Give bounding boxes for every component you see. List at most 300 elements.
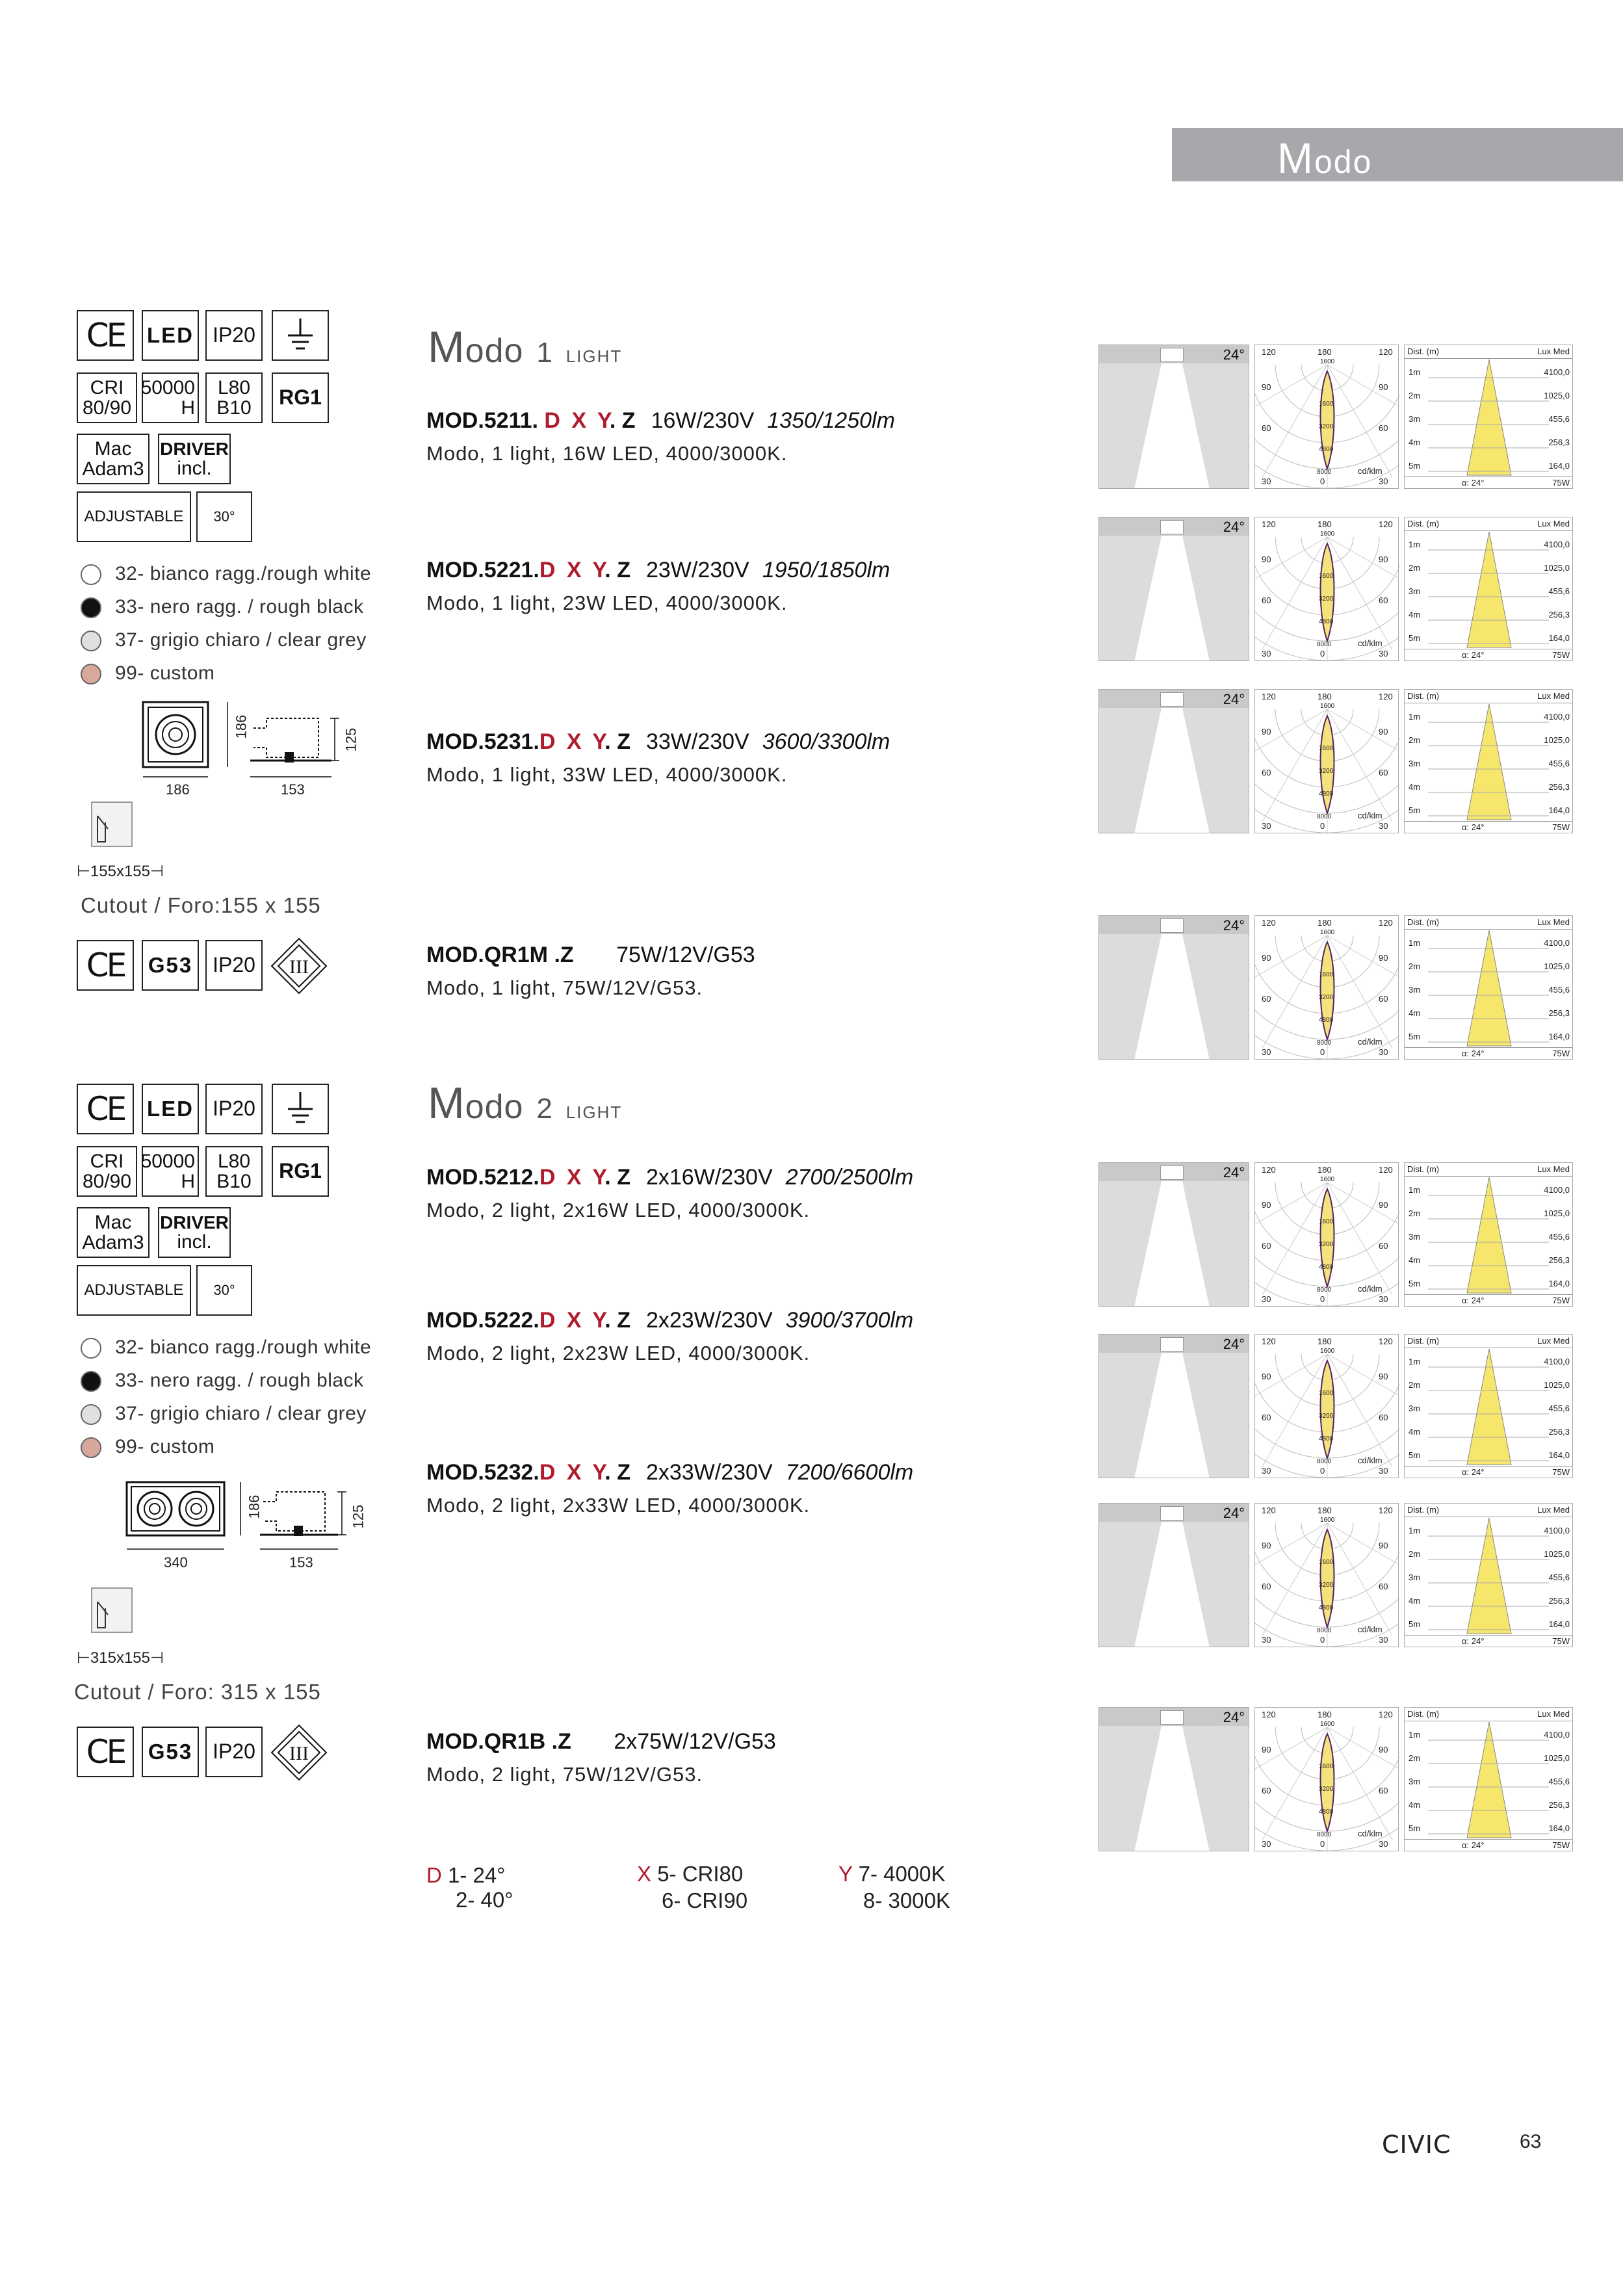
model-lumen: 1350/1250lm [767,408,895,433]
finish-label: 33- nero ragg. / rough black [115,596,364,618]
model-spec: 2x16W/230V [645,1165,773,1190]
cut-dim-value: 155x155 [90,863,150,880]
model-var-y: Y [591,408,610,433]
lifetime-value-2: 50000 [140,1150,195,1172]
beam-angle-label: 24° [1223,1336,1245,1352]
table-dist: 4m [1409,782,1421,792]
table-lux: 1025,0 [1544,961,1570,971]
legend-y2: 8- 3000K [863,1888,950,1913]
polar-ring-label: 1600 [1319,1763,1334,1770]
model-var-d: D [539,558,556,582]
cri-badge-2 [77,1146,137,1197]
table-alpha: α: 24° [1462,1049,1485,1058]
polar-label: 60 [1262,423,1271,433]
table-lux: 1025,0 [1544,1753,1570,1763]
polar-diagram [1254,1334,1399,1478]
polar-ring-label: 1600 [1319,1390,1334,1397]
dim-width: 186 [166,781,190,798]
polar-label: 180 [1318,1506,1332,1515]
polar-ring-label: 4800 [1319,1808,1334,1816]
polar-label: 90 [1262,1372,1271,1381]
finish-swatch [81,1404,101,1425]
finish-label: 99- custom [115,662,215,684]
table-header-lux: Lux Med [1537,519,1570,528]
beam-cone-svg [1099,345,1249,489]
polar-label: 90 [1262,1745,1271,1755]
polar-label: 180 [1318,1710,1332,1719]
tilt-angle-badge-2 [196,1265,252,1316]
polar-diagram [1254,517,1399,661]
model-var-d: D [539,1308,556,1333]
table-alpha: α: 24° [1462,822,1485,832]
polar-label: 90 [1379,554,1388,564]
table-dist: 2m [1409,1753,1421,1763]
model-desc: Modo, 1 light, 33W LED, 4000/3000K. [426,763,788,786]
model-code: MOD.5221. [426,558,539,582]
polar-diagram [1254,1503,1399,1647]
ip20-badge-4: IP20 [205,1727,263,1777]
model-var-z: . Z [604,1165,630,1190]
polar-label: 0 [1320,649,1325,659]
beam-angle-label: 24° [1223,519,1245,535]
l80-label: L80 [217,376,251,398]
brand-logo: CIVIC [1382,2130,1451,2159]
polar-label: 1600 [1320,358,1335,365]
lifetime-badge-2 [142,1146,199,1197]
table-lux: 1025,0 [1544,563,1570,573]
polar-label: 60 [1262,768,1271,777]
section-1-title [428,322,622,372]
polar-label: 120 [1262,1506,1276,1515]
polar-label: 90 [1262,727,1271,737]
table-lux: 4100,0 [1544,367,1570,377]
table-bottom-line [1405,1466,1572,1467]
table-alpha: α: 24° [1462,1467,1485,1477]
header-tab [1172,128,1623,181]
polar-label: 30 [1262,649,1271,659]
polar-label: 120 [1379,1337,1393,1346]
finish-swatch [81,631,101,651]
polar-label: 180 [1318,918,1332,928]
model-var-y: Y [586,1165,605,1190]
rg1-badge: RG1 [272,372,329,423]
table-header-dist: Dist. (m) [1407,917,1440,927]
polar-label: 120 [1379,519,1393,529]
legend-d-key: D [426,1863,442,1887]
polar-label: 8000 [1317,1039,1332,1047]
section-1-title-first: M [428,322,465,372]
finish-label: 99- custom [115,1436,215,1457]
beam-image [1098,1334,1249,1478]
table-dist: 2m [1409,563,1421,573]
model-spec: 33W/230V [645,729,749,754]
illuminance-table [1404,1707,1573,1851]
polar-label: 120 [1262,1337,1276,1346]
polar-label: 60 [1262,1241,1271,1251]
table-lux: 1025,0 [1544,735,1570,745]
table-dist: 5m [1409,1450,1421,1460]
model-line [426,1165,913,1190]
lifetime-value: 50000 [140,376,195,398]
model-var-z: . Z [604,729,630,754]
finish-label: 33- nero ragg. / rough black [115,1370,364,1391]
illuminance-table [1404,517,1573,661]
table-header-dist: Dist. (m) [1407,1709,1440,1719]
l80-b10-badge [205,372,263,423]
table-dist: 4m [1409,1255,1421,1265]
polar-ring-label: 1600 [1319,400,1334,408]
table-dist: 4m [1409,610,1421,620]
polar-ring-label: 3200 [1319,595,1334,603]
polar-ring-label: 1600 [1319,1218,1334,1225]
led-badge-2: LED [142,1084,199,1134]
table-watt: 75W [1552,1636,1570,1646]
table-lux: 4100,0 [1544,1730,1570,1740]
section-1-title-num: 1 [536,337,553,369]
svg-text:III: III [289,956,309,978]
legend-x2: 6- CRI90 [662,1888,748,1913]
table-dist: 2m [1409,961,1421,971]
model-var-z: . Z [604,1308,630,1333]
cri-value-2: 80/90 [82,1171,132,1192]
model-var-x: X [560,1165,582,1190]
polar-ring-label: 3200 [1319,1786,1334,1793]
driver-incl: incl. [177,457,212,479]
dim-length-2: 153 [289,1554,313,1571]
polar-label: 8000 [1317,1627,1332,1634]
polar-label: 120 [1379,918,1393,928]
model-lumen: 7200/6600lm [785,1460,914,1485]
beam-image [1098,689,1249,833]
illuminance-table [1404,345,1573,489]
table-alpha: α: 24° [1462,650,1485,660]
polar-label: 90 [1262,1200,1271,1210]
table-lux: 1025,0 [1544,1549,1570,1559]
polar-unit: cd/klm [1358,1455,1383,1465]
polar-ring-label: 1600 [1319,573,1334,580]
polar-label: 120 [1262,347,1276,357]
model-var-d: D [539,1165,556,1190]
table-lux: 256,3 [1548,1596,1570,1606]
cut-dim: ⊢155x155⊣ [77,863,164,880]
model-desc: Modo, 1 light, 23W LED, 4000/3000K. [426,592,788,614]
model-var-y: Y [586,558,605,582]
legend-y [838,1860,950,1914]
section-2-title-light: LIGHT [565,1102,623,1122]
polar-label: 60 [1379,1786,1388,1795]
beam-image [1098,1707,1249,1851]
polar-label: 1600 [1320,1517,1335,1524]
table-dist: 3m [1409,414,1421,424]
table-watt: 75W [1552,650,1570,660]
polar-ring-label: 3200 [1319,1582,1334,1589]
photometric-panel [1098,1162,1573,1307]
table-lux: 256,3 [1548,1008,1570,1018]
polar-label: 1600 [1320,1348,1335,1355]
table-dist: 2m [1409,735,1421,745]
polar-label: 120 [1379,347,1393,357]
polar-label: 8000 [1317,469,1332,476]
polar-label: 90 [1379,1745,1388,1755]
beam-angle-label: 24° [1223,1164,1245,1181]
table-dist: 1m [1409,1526,1421,1535]
model-spec: 16W/230V [651,408,755,433]
table-lux: 4100,0 [1544,1357,1570,1366]
driver-incl-2: incl. [177,1231,212,1253]
table-lux: 256,3 [1548,1427,1570,1437]
photometric-panel [1098,1503,1573,1647]
illuminance-table [1404,1334,1573,1478]
polar-ring-label: 4800 [1319,1017,1334,1024]
legend-y-key: Y [838,1862,853,1886]
polar-label: 60 [1379,1582,1388,1591]
photometric-panel [1098,689,1573,833]
macadam-label-2: Adam3 [82,458,144,480]
table-lux: 455,6 [1548,586,1570,596]
qr-model-spec: 75W/12V/G53 [616,943,755,967]
polar-label: 120 [1379,692,1393,701]
beam-cone-svg [1099,690,1249,833]
g53-badge-2: G53 [142,1727,199,1777]
table-dist: 4m [1409,437,1421,447]
macadam-badge [77,434,149,484]
table-header-dist: Dist. (m) [1407,1164,1440,1174]
table-lux: 455,6 [1548,759,1570,768]
polar-label: 1600 [1320,929,1335,936]
qr-model-line [426,943,755,968]
polar-ring-label: 1600 [1319,971,1334,978]
model-line [426,408,895,434]
polar-ring-label: 4800 [1319,790,1334,798]
driver-badge [158,434,231,484]
beam-cone-svg [1099,1163,1249,1307]
table-header-lux: Lux Med [1537,346,1570,356]
table-lux: 256,3 [1548,782,1570,792]
polar-label: 120 [1262,692,1276,701]
photometric-panel [1098,1707,1573,1851]
adjustable-badge-2: ADJUSTABLE [77,1265,191,1316]
section-2-title-first: M [428,1078,465,1128]
polar-label: 8000 [1317,641,1332,648]
tilt-angle-value: 30° [213,508,235,525]
table-lux: 455,6 [1548,1572,1570,1582]
model-desc: Modo, 1 light, 16W LED, 4000/3000K. [426,442,788,465]
table-header-lux: Lux Med [1537,917,1570,927]
qr-model-spec-2: 2x75W/12V/G53 [614,1729,776,1754]
cutout-icon [91,802,133,847]
polar-unit: cd/klm [1358,1284,1383,1294]
polar-label: 60 [1379,994,1388,1004]
model-line [426,1460,913,1485]
beam-angle-label: 24° [1223,346,1245,363]
table-lux: 455,6 [1548,1777,1570,1786]
table-lux: 4100,0 [1544,712,1570,722]
table-header-lux: Lux Med [1537,1505,1570,1515]
polar-label: 0 [1320,1047,1325,1057]
finish-swatch [81,664,101,685]
svg-text:III: III [289,1743,309,1764]
table-watt: 75W [1552,478,1570,488]
polar-label: 0 [1320,1839,1325,1849]
beam-image [1098,1503,1249,1647]
polar-label: 1600 [1320,1176,1335,1183]
table-dist: 1m [1409,540,1421,549]
polar-label: 120 [1379,1506,1393,1515]
macadam-label-3: Mac [94,1211,132,1233]
polar-ring-label: 4800 [1319,618,1334,625]
class-iii-icon-2 [269,1723,329,1782]
model-lumen: 2700/2500lm [785,1165,914,1190]
polar-ring-label: 4800 [1319,1264,1334,1271]
qr-model-line-2 [426,1729,776,1755]
lifetime-unit-2: H [181,1171,195,1192]
beam-cone-svg [1099,1504,1249,1647]
model-var-y: Y [586,1308,605,1333]
table-lux: 455,6 [1548,985,1570,995]
finish-swatch [81,1437,101,1458]
table-header-lux: Lux Med [1537,1336,1570,1346]
illuminance-table [1404,689,1573,833]
polar-label: 0 [1320,1635,1325,1645]
polar-label: 0 [1320,1294,1325,1304]
finish-label: 37- grigio chiaro / clear grey [115,629,367,651]
table-dist: 1m [1409,1357,1421,1366]
b10-label-2: B10 [216,1171,252,1192]
ip20-badge-3: IP20 [205,1084,263,1134]
beam-image [1098,915,1249,1060]
cut-dim-2: ⊢315x155⊣ [77,1649,164,1667]
section-1-title-rest: odo [465,332,524,370]
polar-label: 1600 [1320,1721,1335,1728]
qr-model-code-2: MOD.QR1B .Z [426,1729,571,1754]
polar-label: 90 [1379,1541,1388,1550]
polar-label: 120 [1262,918,1276,928]
polar-diagram [1254,915,1399,1060]
beam-cone-svg [1099,517,1249,661]
polar-label: 90 [1262,554,1271,564]
beam-cone-svg [1099,1708,1249,1851]
model-code: MOD.5222. [426,1308,539,1333]
table-dist: 1m [1409,938,1421,948]
b10-label: B10 [216,397,252,419]
polar-ring-label: 3200 [1319,1241,1334,1248]
driver-label: DRIVER [160,438,229,459]
beam-angle-label: 24° [1223,917,1245,933]
polar-label: 60 [1262,595,1271,605]
polar-label: 60 [1379,1413,1388,1422]
section-2-title-num: 2 [536,1093,553,1125]
ground-icon-2 [272,1084,329,1134]
driver-label-2: DRIVER [160,1212,229,1233]
page-number: 63 [1520,2131,1542,2152]
table-dist: 3m [1409,1777,1421,1786]
table-watt: 75W [1552,1467,1570,1477]
polar-label: 30 [1379,649,1388,659]
legend-x1: 5- CRI80 [657,1862,744,1886]
section-2-title [428,1078,622,1128]
table-lux: 455,6 [1548,414,1570,424]
model-line [426,558,890,583]
finish-label: 32- bianco ragg./rough white [115,1337,372,1358]
finish-swatch [81,1338,101,1359]
table-alpha: α: 24° [1462,1296,1485,1305]
beam-image [1098,517,1249,661]
polar-diagram [1254,1162,1399,1307]
legend-d1: 1- 24° [448,1863,506,1887]
model-spec: 2x33W/230V [645,1460,773,1485]
led-badge: LED [142,310,199,361]
table-watt: 75W [1552,1296,1570,1305]
model-code: MOD.5231. [426,729,539,754]
beam-angle-label: 24° [1223,691,1245,707]
polar-ring-label: 3200 [1319,1413,1334,1420]
macadam-badge-2 [77,1207,149,1258]
table-dist: 3m [1409,759,1421,768]
polar-label: 30 [1379,1047,1388,1057]
polar-label: 30 [1262,1635,1271,1645]
table-lux: 256,3 [1548,1800,1570,1810]
polar-label: 120 [1262,1165,1276,1175]
table-lux: 164,0 [1548,1823,1570,1833]
photometric-panel [1098,915,1573,1060]
table-lux: 455,6 [1548,1403,1570,1413]
model-var-x: X [565,408,587,433]
finish-swatch [81,564,101,585]
section-1-title-light: LIGHT [565,346,623,366]
beam-cone-svg [1099,1335,1249,1478]
polar-diagram [1254,1707,1399,1851]
table-watt: 75W [1552,822,1570,832]
polar-label: 90 [1379,727,1388,737]
polar-label: 60 [1379,595,1388,605]
table-dist: 5m [1409,1279,1421,1288]
page-title: Modo [1277,134,1373,182]
polar-label: 30 [1262,1466,1271,1476]
polar-label: 60 [1262,1582,1271,1591]
table-dist: 3m [1409,985,1421,995]
macadam-label-4: Adam3 [82,1232,144,1253]
table-alpha: α: 24° [1462,478,1485,488]
table-dist: 2m [1409,1208,1421,1218]
polar-label: 180 [1318,1337,1332,1346]
polar-ring-label: 3200 [1319,994,1334,1001]
polar-ring-label: 1600 [1319,1559,1334,1566]
model-lumen: 3600/3300lm [762,729,890,754]
illuminance-table [1404,1162,1573,1307]
ip20-badge: IP20 [205,310,263,361]
cutout-label-2: Cutout / Foro: 315 x 155 [74,1680,321,1704]
cri-label: CRI [90,376,124,398]
model-line [426,1308,913,1333]
page-title-rest: odo [1314,144,1373,180]
legend-d2: 2- 40° [456,1887,513,1912]
photometric-panel [1098,1334,1573,1478]
cutout-label: Cutout / Foro:155 x 155 [81,893,321,917]
table-alpha: α: 24° [1462,1636,1485,1646]
polar-label: 1600 [1320,530,1335,538]
table-dist: 3m [1409,1572,1421,1582]
polar-label: 90 [1379,1372,1388,1381]
table-dist: 5m [1409,633,1421,643]
dim-depth-2: 125 [350,1504,367,1529]
table-watt: 75W [1552,1049,1570,1058]
l80-label-2: L80 [217,1150,251,1172]
polar-label: 90 [1379,1200,1388,1210]
polar-label: 8000 [1317,813,1332,820]
polar-unit: cd/klm [1358,1829,1383,1838]
table-lux: 164,0 [1548,633,1570,643]
table-lux: 1025,0 [1544,1380,1570,1390]
